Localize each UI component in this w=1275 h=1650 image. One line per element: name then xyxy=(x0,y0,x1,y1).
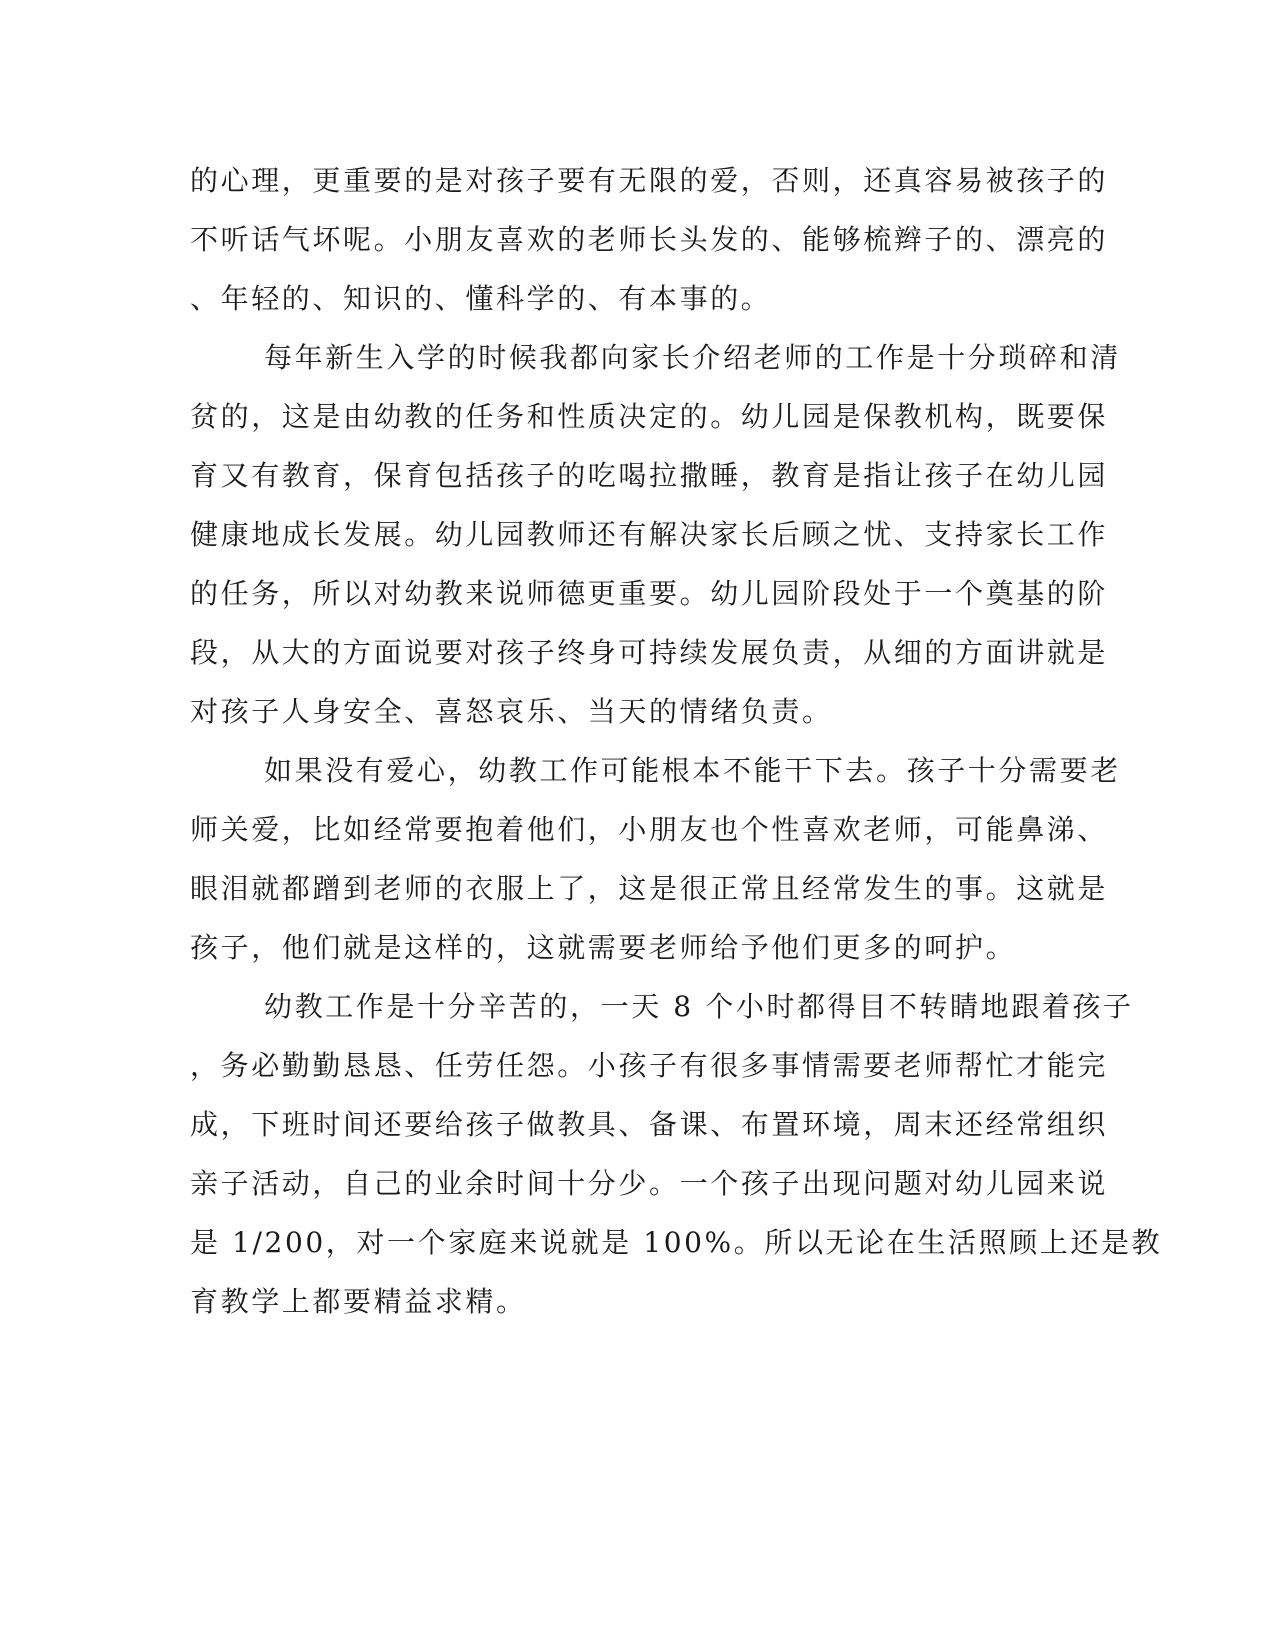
text-line: 育教学上都要精益求精。 xyxy=(190,1285,527,1318)
text-line: 育又有教育，保育包括孩子的吃喝拉撒睡，教育是指让孩子在幼儿园 xyxy=(190,459,1109,492)
text-line: 贫的，这是由幼教的任务和性质决定的。幼儿园是保教机构，既要保 xyxy=(190,400,1109,433)
text-line: 段，从大的方面说要对孩子终身可持续发展负责，从细的方面讲就是 xyxy=(190,636,1109,669)
text-line: 如果没有爱心，幼教工作可能根本不能干下去。孩子十分需要老 xyxy=(264,754,1121,787)
text-line: 幼教工作是十分辛苦的，一天 8 个小时都得目不转睛地跟着孩子 xyxy=(264,990,1134,1023)
text-line: 师关爱，比如经常要抱着他们，小朋友也个性喜欢老师，可能鼻涕、 xyxy=(190,813,1109,846)
text-line: 眼泪就都蹭到老师的衣服上了，这是很正常且经常发生的事。这就是 xyxy=(190,872,1109,905)
text-line: 是 1/200，对一个家庭来说就是 100%。所以无论在生活照顾上还是教 xyxy=(190,1226,1163,1259)
text-line: 的任务，所以对幼教来说师德更重要。幼儿园阶段处于一个奠基的阶 xyxy=(190,577,1109,610)
text-line: 对孩子人身安全、喜怒哀乐、当天的情绪负责。 xyxy=(190,695,833,728)
text-line: 的心理，更重要的是对孩子要有无限的爱，否则，还真容易被孩子的 xyxy=(190,164,1109,197)
text-line: 不听话气坏呢。小朋友喜欢的老师长头发的、能够梳辫子的、漂亮的 xyxy=(190,223,1109,256)
text-line: ，务必勤勤恳恳、任劳任怨。小孩子有很多事情需要老师帮忙才能完 xyxy=(190,1049,1109,1082)
text-line: 成，下班时间还要给孩子做教具、备课、布置环境，周末还经常组织 xyxy=(190,1108,1109,1141)
text-line: 、年轻的、知识的、懂科学的、有本事的。 xyxy=(190,282,772,315)
text-line: 亲子活动，自己的业余时间十分少。一个孩子出现问题对幼儿园来说 xyxy=(190,1167,1109,1200)
text-line: 每年新生入学的时候我都向家长介绍老师的工作是十分琐碎和清 xyxy=(264,341,1121,374)
text-line: 健康地成长发展。幼儿园教师还有解决家长后顾之忧、支持家长工作 xyxy=(190,518,1109,551)
text-line: 孩子，他们就是这样的，这就需要老师给予他们更多的呵护。 xyxy=(190,931,1017,964)
